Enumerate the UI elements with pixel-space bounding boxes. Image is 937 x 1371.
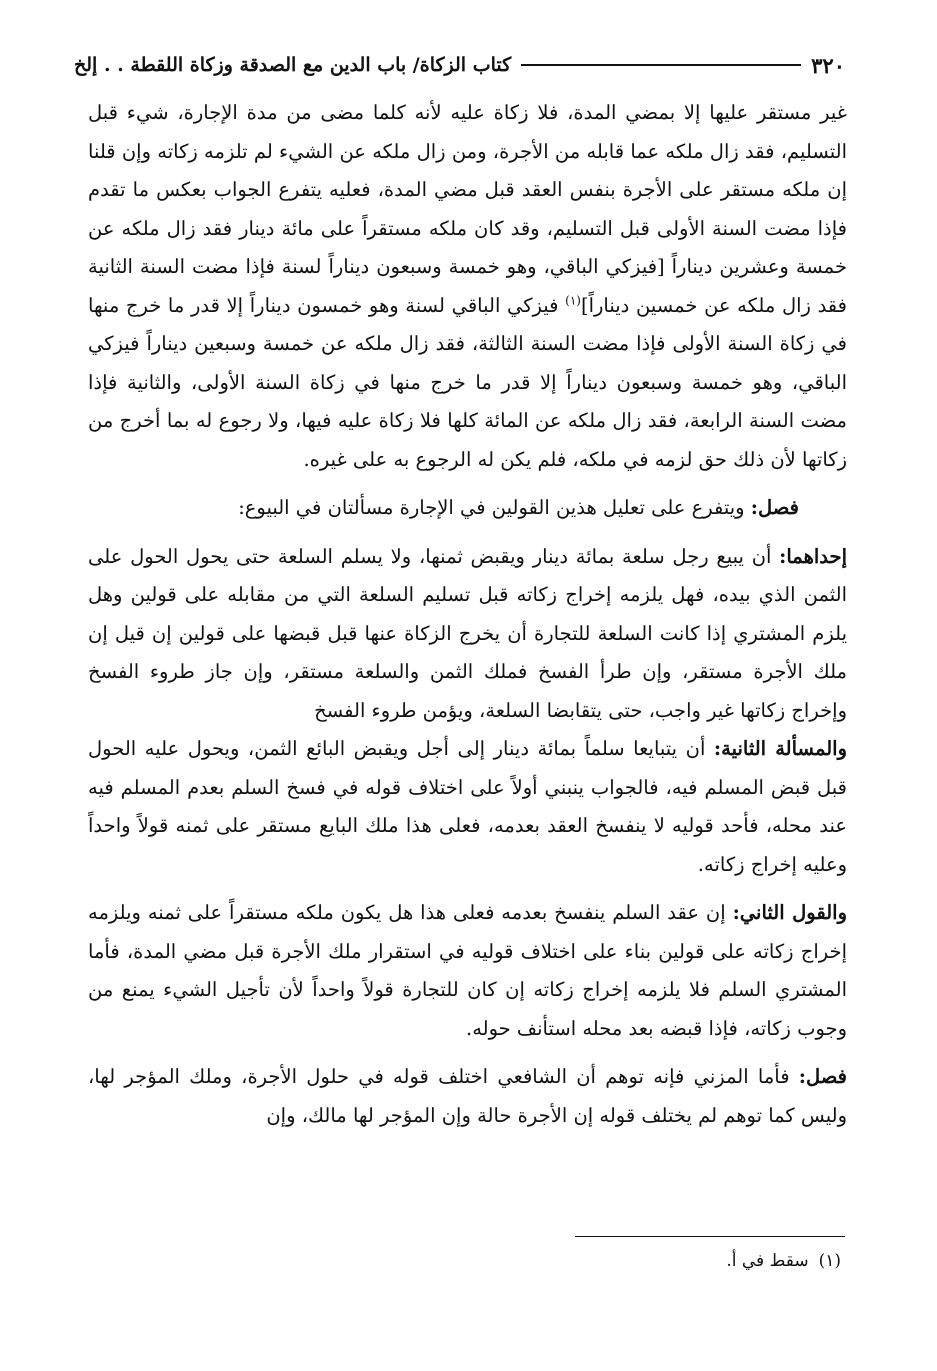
- section-lead: والقول الثاني:: [732, 901, 847, 924]
- running-title: كتاب الزكاة/ باب الدين مع الصدقة وزكاة اللقطة . . إلخ: [74, 54, 512, 76]
- section-lead: فصل:: [750, 496, 799, 519]
- paragraph: [88, 730, 847, 884]
- footnote-divider: [575, 1236, 845, 1237]
- paragraph-text: أن يبيع رجل سلعة بمائة دينار ويقبض ثمنها، ولا يسلم السلعة حتى يحول الحول على الثمن الذي بيده، فهل يلزمه إخراج زكاته قبل تسليم السلعة التي من مقابله على قولين وهل يلزم المشتري إذا كانت السلعة للتجارة أن يخرج الزكاة عنها قبل قبضها على قولين إن قيل إن ملك الأجرة مستقر، وإن طرأ الفسخ فملك الثمن والسلعة مستقر، وإن جاز طروء الفسخ وإخراج زكاتها غير واجب، حتى يتقابضا السلعة، ويؤمن طروء الفسخ: [88, 544, 847, 722]
- paragraph: [88, 538, 847, 731]
- paragraph-text: أن يتبايعا سلماً بمائة دينار إلى أجل ويقبض البائع الثمن، ويحول عليه الحول قبل قبض المسلم فيه، فالجواب ينبني أولاً على اختلاف قوله في فسخ السلم بعدم المسلم فيه عند محله، فأحد قوليه لا ينفسخ العقد بعدمه، فعلى هذا ملك البايع مستقر على ثمنه قولاً واحداً وعليه إخراج زكاته.: [88, 737, 847, 876]
- footnote-reference: (١): [565, 293, 581, 307]
- body-text: [88, 94, 847, 1135]
- footnote-number: (١): [818, 1251, 841, 1271]
- footnote-text: سقط في أ.: [726, 1251, 809, 1271]
- paragraph-text: إن عقد السلم ينفسخ بعدمه فعلى هذا هل يكون ملكه مستقراً على ثمنه ويلزمه إخراج زكاته على قولين بناء على اختلاف قوليه في استقرار ملك الأجرة قبل مضي المدة، فأما المشتري السلم فلا يلزمه إخراج زكاته إن كان للتجارة قولاً واحداً لأن تأجيل الشيء يمنع من وجوب زكاته، فإذا قبضه بعد محله استأنف حوله.: [88, 901, 847, 1040]
- paragraph: [88, 894, 847, 1048]
- footnote: [726, 1248, 841, 1274]
- paragraph: [88, 94, 847, 479]
- section-lead: والمسألة الثانية:: [713, 737, 847, 760]
- paragraph-text: فيزكي الباقي لسنة وهو خمسون ديناراً إلا قدر ما خرج منها في زكاة السنة الأولى فإذا مضت السنة الثالثة، فقد زال ملكه عن خمسة وسبعين ديناراً فيزكي الباقي، وهو خمسة وسبعون ديناراً إلا قدر ما خرج منها في زكاة السنة الأولى، والثانية فإذا مضت السنة الرابعة، فقد زال ملكه عن المائة كلها فلا زكاة عليه فيها، ولا رجوع له بما أخرج من زكاتها لأن ذلك حق لزمه في ملكه، فلم يكن له الرجوع به على غيره.: [88, 293, 847, 471]
- running-header: [74, 48, 845, 82]
- section-lead: فصل:: [798, 1065, 847, 1088]
- paragraph: [88, 489, 847, 528]
- paragraph: [88, 1058, 847, 1135]
- section-lead: إحداهما:: [779, 544, 847, 568]
- header-rule: [521, 64, 801, 66]
- paragraph-text: ويتفرع على تعليل هذين القولين في الإجارة مسألتان في البيوع:: [238, 496, 751, 519]
- paragraph-text: غير مستقر عليها إلا بمضي المدة، فلا زكاة عليه لأنه كلما مضى من مدة الإجارة، شيء قبل التسليم، فقد زال ملكه عما قابله من الأجرة، ومن زال ملكه عن الشيء لم تلزمه زكاته وإن قلنا إن ملكه مستقر على الأجرة بنفس العقد قبل مضي المدة، فعليه يتفرع الجواب بعكس ما تقدم فإذا مضت السنة الأولى قبل التسليم، وقد كان ملكه مستقراً على مائة دينار فقد زال ملكه عن خمسة وعشرين ديناراً [فيزكي الباقي، وهو خمسة وسبعون ديناراً لسنة فإذا مضت السنة الثانية فقد زال ملكه عن خمسين ديناراً]: [88, 101, 847, 317]
- page-number: ٣٢٠: [811, 52, 845, 78]
- paragraph-text: فأما المزني فإنه توهم أن الشافعي اختلف قوله في حلول الأجرة، وملك المؤجر لها، وليس كما توهم لم يختلف قوله إن الأجرة حالة وإن المؤجر لها مالك، وإن: [88, 1065, 847, 1127]
